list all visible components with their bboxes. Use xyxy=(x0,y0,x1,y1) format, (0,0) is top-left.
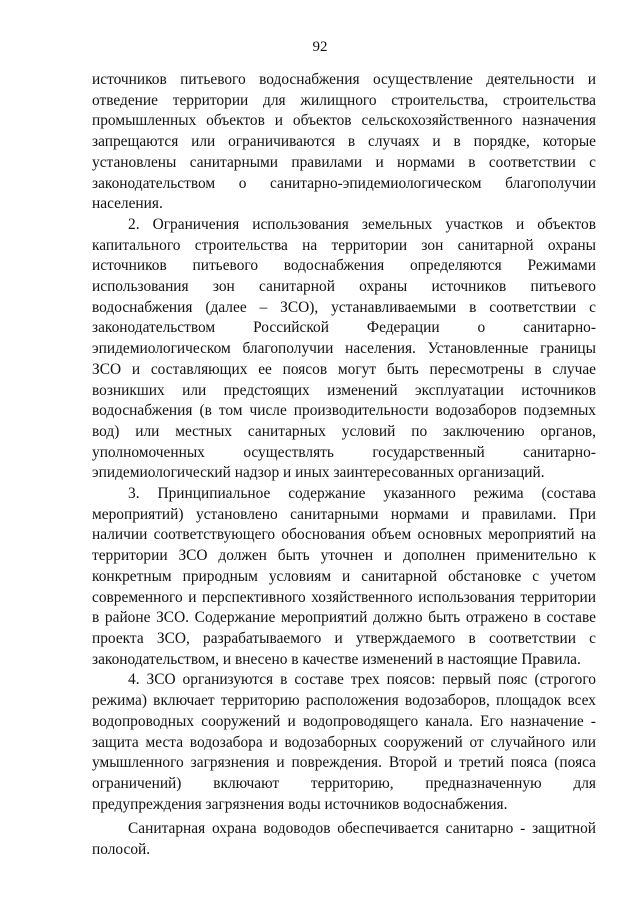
page-number: 92 xyxy=(312,39,328,55)
paragraph-water-conduits: Санитарная охрана водоводов обеспечивается санитарно - защитной полосой. xyxy=(92,820,596,859)
paragraph-item-3: 3. Принципиальное содержание указанного режима (состава мероприятий) установлено санитарными нормами и правилами. При наличии соответствующего обоснования объем основных мероприятий на территории ЗСО должен быть уточнен и дополнен применительно к конкретным природным условиям и санитарной обстановке с учетом современного и перспективного хозяйственного использования территории в районе ЗСО. Содержание мероприятий должно быть отражено в составе проекта ЗСО, разрабатываемого и утверждаемого в соответствии с законодательством, и внесено в качестве изменений в настоящие Правила. xyxy=(92,485,596,668)
paragraph-continuation: источников питьевого водоснабжения осуществление деятельности и отведение территории для жилищного строительства, строительства промышленных объектов и объектов сельскохозяйственного назначения запрещаются или ограничиваются в случаях и в порядке, которые установлены санитарными правилами и нормами в соответствии с законодательством о санитарно-эпидемиологическом благополучии населения. xyxy=(92,71,596,213)
document-body xyxy=(92,70,596,861)
paragraph-item-4: 4. ЗСО организуются в составе трех поясов: первый пояс (строгого режима) включает территорию расположения водозаборов, площадок всех водопроводных сооружений и водопроводящего канала. Его назначение - защита места водозабора и водозаборных сооружений от случайного или умышленного загрязнения и повреждения. Второй и третий пояса (пояса ограничений) включают территорию, предназначенную для предупреждения загрязнения воды источников водоснабжения. xyxy=(92,671,596,813)
paragraph-item-2: 2. Ограничения использования земельных участков и объектов капитального строительства на территории зон санитарной охраны источников питьевого водоснабжения определяются Режимами использования зон санитарной охраны источников питьевого водоснабжения (далее – ЗСО), устанавливаемыми в соответствии с законодательством Российской Федерации о санитарно-эпидемиологическом благополучии населения. Установленные границы ЗСО и составляющих ее поясов могут быть пересмотрены в случае возникших или предстоящих изменений эксплуатации источников водоснабжения (в том числе производительности водозаборов подземных вод) или местных санитарных условий по заключению органов, уполномоченных осуществлять государственный санитарно-эпидемиологический надзор и иных заинтересованных организаций. xyxy=(92,215,596,482)
